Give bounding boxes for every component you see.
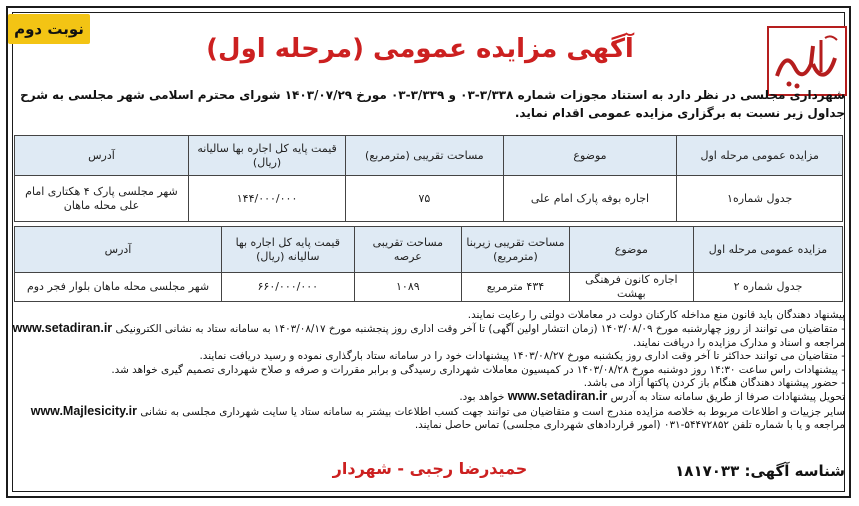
t1-header-area: مساحت تقریبی (مترمربع)	[346, 136, 503, 176]
note-line: مراجعه و یا با شماره تلفن ۵۴۴۷۲۸۵۲-۰۳۱ (امور قراردادهای شهرداری مجلسی) تماس حاصل نمایند.	[414, 419, 845, 432]
t1-header-subject: موضوع	[503, 136, 677, 176]
t2-header-base-price: قیمت پایه کل اجاره بها سالیانه (ریال)	[222, 227, 354, 273]
note-line: مراجعه و اسناد و مدارک مزایده را دریافت نمایند.	[633, 336, 845, 349]
t2-cell-land-area: ۱۰۸۹	[354, 273, 462, 302]
ad-title: آگهی مزایده عمومی (مرحله اول)	[206, 34, 634, 64]
t2-header-building-area: مساحت تقریبی زیربنا (مترمربع)	[462, 227, 570, 273]
municipality-site-link[interactable]: www.Majlesicity.ir	[30, 403, 138, 418]
t2-header-address: آدرس	[15, 227, 222, 273]
t2-cell-subject: اجاره کانون فرهنگی بهشت	[569, 273, 693, 302]
note-line	[14, 322, 845, 336]
t2-cell-round: جدول شماره ۲	[693, 273, 842, 302]
t1-header-base-price: قیمت پایه کل اجاره بها سالیانه (ریال)	[188, 136, 345, 176]
t1-cell-base-price: ۱۴۴/۰۰۰/۰۰۰	[188, 176, 345, 222]
note-line	[14, 405, 845, 419]
t2-header-land-area: مساحت تقریبی عرصه	[354, 227, 462, 273]
note-line: - پیشنهادات راس ساعت ۱۴:۳۰ روز دوشنبه مورخ ۱۴۰۳/۰۸/۲۸ در کمیسیون معاملات شهرداری رسیدگی و برابر مقررات و صرفه و صلاح شهرداری تصمیم گیری خواهد شد.	[111, 363, 845, 376]
t1-header-round: مزایده عمومی مرحله اول	[677, 136, 843, 176]
publication-round-badge: نوبت دوم	[8, 14, 90, 44]
ad-identifier: شناسه آگهی: ۱۸۱۷۰۳۳	[675, 462, 845, 480]
t1-cell-address: شهر مجلسی پارک ۴ هکتاری امام علی محله ماهان	[15, 176, 189, 222]
t2-header-subject: موضوع	[569, 227, 693, 273]
mayor-signature: حمیدرضا رجبی - شهردار	[332, 459, 528, 478]
note-text: - متقاضیان می توانند از روز چهارشنبه مورخ ۱۴۰۳/۰۸/۰۹ (زمان انتشار اولین آگهی) تا آخر وقت اداری روز پنجشنبه مورخ ۱۴۰۳/۰۸/۱۷ به سامانه ستاد به نشانی الکترونیکی	[115, 323, 845, 336]
t2-cell-address: شهر مجلسی محله ماهان بلوار فجر دوم	[15, 273, 222, 302]
t2-header-round: مزایده عمومی مرحله اول	[693, 227, 842, 273]
note-line	[14, 390, 845, 404]
note-line: پیشنهاد دهندگان باید قانون منع مداخله کارکنان دولت در معاملات دولتی را رعایت نمایند.	[467, 309, 845, 321]
t1-cell-subject: اجاره بوفه پارک امام علی	[503, 176, 677, 222]
note-text: تحویل پیشنهادات صرفا از طریق سامانه ستاد به آدرس	[610, 391, 845, 404]
setad-link[interactable]: www.setadiran.ir	[507, 389, 608, 404]
t2-cell-base-price: ۶۶۰/۰۰۰/۰۰۰	[222, 273, 354, 302]
note-line: - حضور پیشنهاد دهندگان هنگام باز کردن پاکتها آزاد می باشد.	[583, 377, 845, 390]
conditions-notes	[14, 309, 845, 433]
auction-table-1	[14, 135, 843, 222]
note-line: - متقاضیان می توانند حداکثر تا آخر وقت اداری روز یکشنبه مورخ ۱۴۰۳/۰۸/۲۷ پیشنهادات خود را در سامانه ستاد بارگذاری نموده و رسید دریافت نمایند.	[199, 350, 845, 363]
setad-link[interactable]: www.setadiran.ir	[12, 321, 113, 336]
t1-cell-area: ۷۵	[346, 176, 503, 222]
t1-cell-round: جدول شماره۱	[677, 176, 843, 222]
note-text: خواهد بود.	[459, 391, 505, 404]
intro-paragraph: شهرداری مجلسی در نظر دارد به استناد مجوزات شماره ۳/۳۳۸-۰۳ و ۳/۳۳۹-۰۳ مورخ ۱۴۰۳/۰۷/۲۹ شورای محترم اسلامی شهر مجلسی به شرح جداول زیر نسبت به برگزاری مزایده عمومی اقدام نماید.	[20, 88, 845, 120]
t2-cell-building-area: ۴۳۴ مترمربع	[462, 273, 570, 302]
t1-header-address: آدرس	[15, 136, 189, 176]
logo-mark-icon	[769, 28, 845, 94]
auction-table-2	[14, 226, 843, 302]
note-text: سایر جزییات و اطلاعات مربوط به خلاصه مزایده مندرج است و متقاضیان می توانند جهت کسب اطلاعات بیشتر به سامانه ستاد یا سایت شهرداری مجلسی به نشانی	[140, 405, 845, 418]
